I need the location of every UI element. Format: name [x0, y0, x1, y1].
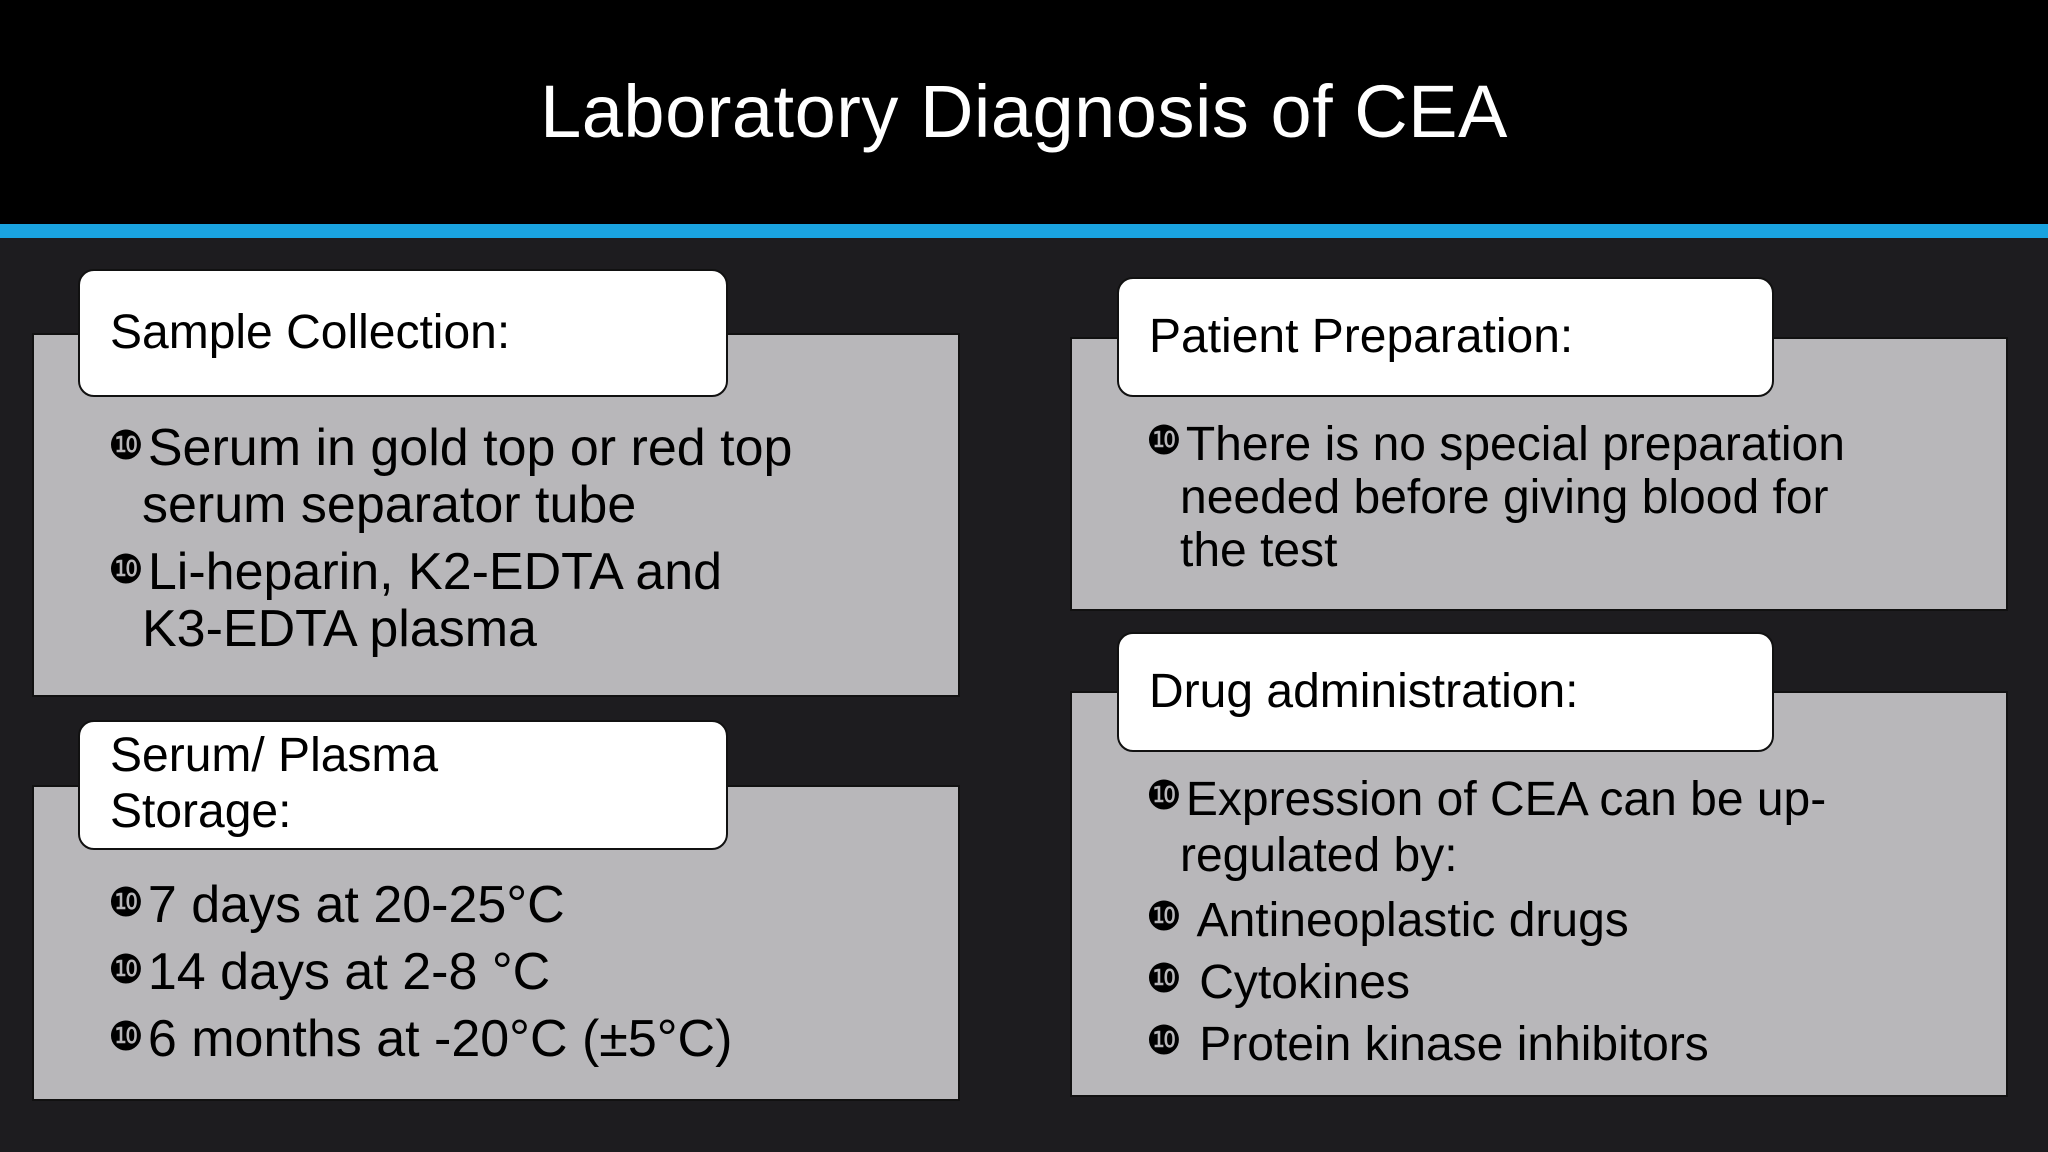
list-item-text: Antineoplastic drugs [1196, 894, 1629, 947]
drug-administration-label-box [1117, 632, 1774, 752]
slide-title: Laboratory Diagnosis of CEA [540, 70, 1508, 153]
list-item [1146, 418, 1996, 577]
list-item-text-cont: K3-EDTA plasma [142, 600, 537, 658]
bullet-icon: ❿ [108, 424, 144, 468]
list-item-text: Protein kinase inhibitors [1199, 1018, 1709, 1071]
drug-administration-label: Drug administration: [1149, 665, 1579, 718]
list-item-text: There is no special preparation [1185, 418, 1845, 471]
accent-divider [0, 224, 2048, 238]
list-item-text-cont: needed before giving blood for [1180, 471, 1829, 524]
list-item [1146, 952, 1996, 1014]
bullet-icon: ❿ [108, 948, 144, 992]
bullet-icon: ❿ [1146, 1019, 1182, 1063]
list-item-text: 6 months at -20°C (±5°C) [147, 1010, 733, 1068]
list-item [108, 420, 948, 534]
list-item [1146, 890, 1996, 952]
storage-label-line2: Storage: [110, 785, 292, 838]
bullet-icon: ❿ [1146, 895, 1182, 939]
bullet-icon: ❿ [1146, 774, 1182, 818]
storage-label-box [78, 720, 728, 850]
list-item [108, 544, 948, 658]
list-item [108, 872, 948, 939]
patient-preparation-label: Patient Preparation: [1149, 310, 1574, 363]
list-item [108, 939, 948, 1006]
title-bar [0, 0, 2048, 224]
list-item [1146, 772, 1996, 884]
drug-administration-list [1146, 772, 1996, 1076]
bullet-icon: ❿ [1146, 419, 1182, 463]
list-item [108, 1006, 948, 1073]
bullet-icon: ❿ [108, 881, 144, 925]
patient-preparation-label-box [1117, 277, 1774, 397]
sample-collection-label-box [78, 269, 728, 397]
list-item-text: Li-heparin, K2-EDTA and [147, 543, 723, 601]
list-item-text: Serum in gold top or red top [147, 419, 793, 477]
patient-preparation-list [1146, 418, 1996, 577]
list-item-text: Cytokines [1199, 956, 1410, 1009]
list-item-text: 7 days at 20-25°C [147, 876, 565, 934]
bullet-icon: ❿ [108, 1015, 144, 1059]
sample-collection-list [108, 420, 948, 658]
sample-collection-label: Sample Collection: [110, 306, 511, 359]
storage-list [108, 872, 948, 1073]
storage-label-line1: Serum/ Plasma [110, 729, 439, 782]
list-item-text: 14 days at 2-8 °C [147, 943, 551, 1001]
list-item-text-cont: the test [1180, 524, 1338, 577]
bullet-icon: ❿ [108, 548, 144, 592]
list-item-text-cont: regulated by: [1180, 829, 1458, 882]
list-item-text-cont: serum separator tube [142, 476, 637, 534]
bullet-icon: ❿ [1146, 957, 1182, 1001]
list-item-text: Expression of CEA can be up- [1185, 773, 1827, 826]
list-item [1146, 1014, 1996, 1076]
